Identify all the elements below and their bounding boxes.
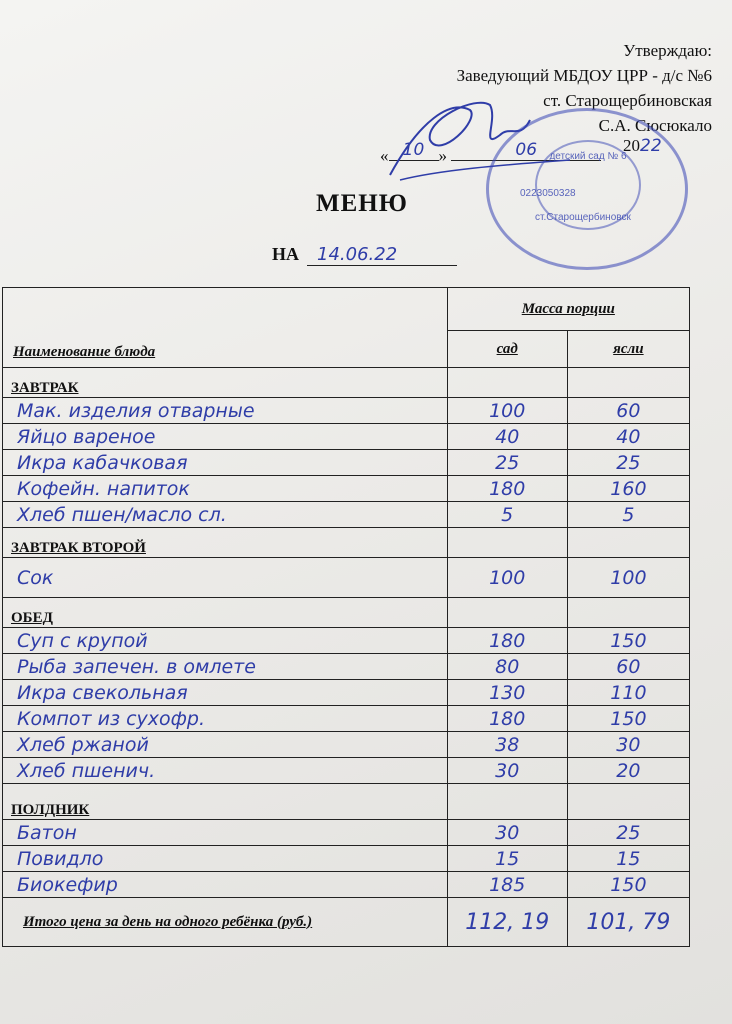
- portion-ysli: 110: [567, 680, 689, 706]
- dish-name: Икра свекольная: [3, 680, 448, 706]
- section-row: [3, 784, 690, 820]
- empty-cell: [447, 784, 567, 820]
- approver-name: С.А. Сюсюкало: [598, 116, 712, 135]
- portion-ysli: 30: [567, 732, 689, 758]
- portion-ysli: 150: [567, 628, 689, 654]
- menu-item-row: [3, 680, 690, 706]
- header-dish-name: Наименование блюда: [3, 288, 448, 368]
- portion-sad: 180: [447, 476, 567, 502]
- empty-cell: [447, 368, 567, 398]
- section-title: ЗАВТРАК: [3, 368, 448, 398]
- portion-sad: 15: [447, 846, 567, 872]
- header-sad: сад: [447, 331, 567, 368]
- portion-ysli: 60: [567, 398, 689, 424]
- dish-name: Суп с крупой: [3, 628, 448, 654]
- portion-ysli: 25: [567, 820, 689, 846]
- portion-sad: 185: [447, 872, 567, 898]
- stamp-center-text: детский сад № 6: [549, 151, 627, 162]
- stamp-place: ст.Старощербиновск: [535, 212, 631, 223]
- approval-year: 2022: [623, 136, 662, 156]
- approval-date: « 10 » 06: [380, 140, 601, 166]
- menu-item-row: [3, 820, 690, 846]
- menu-item-row: [3, 398, 690, 424]
- header-ysli: ясли: [567, 331, 689, 368]
- portion-ysli: 150: [567, 706, 689, 732]
- portion-ysli: 25: [567, 450, 689, 476]
- portion-ysli: 60: [567, 654, 689, 680]
- dish-name: Икра кабачковая: [3, 450, 448, 476]
- portion-ysli: 100: [567, 558, 689, 598]
- portion-sad: 180: [447, 706, 567, 732]
- portion-sad: 30: [447, 758, 567, 784]
- empty-cell: [447, 598, 567, 628]
- empty-cell: [447, 528, 567, 558]
- portion-ysli: 5: [567, 502, 689, 528]
- portion-ysli: 40: [567, 424, 689, 450]
- total-ysli: 101, 79: [567, 898, 689, 947]
- menu-item-row: [3, 558, 690, 598]
- dish-name: Биокефир: [3, 872, 448, 898]
- menu-item-row: [3, 758, 690, 784]
- menu-item-row: [3, 654, 690, 680]
- menu-date: [272, 244, 457, 266]
- header-portion-mass: Масса порции: [447, 288, 689, 331]
- empty-cell: [567, 598, 689, 628]
- section-row: [3, 598, 690, 628]
- menu-item-row: [3, 732, 690, 758]
- approval-month: 06: [451, 140, 601, 161]
- portion-sad: 5: [447, 502, 567, 528]
- total-label: Итого цена за день на одного ребёнка (руб.): [3, 898, 448, 947]
- approval-heading: Утверждаю:: [623, 41, 712, 60]
- menu-date-label: НА: [272, 244, 299, 264]
- portion-sad: 100: [447, 398, 567, 424]
- portion-sad: 80: [447, 654, 567, 680]
- menu-date-value: 14.06.22: [307, 244, 457, 266]
- menu-item-row: [3, 476, 690, 502]
- section-row: [3, 528, 690, 558]
- dish-name: Повидло: [3, 846, 448, 872]
- portion-sad: 180: [447, 628, 567, 654]
- menu-item-row: [3, 450, 690, 476]
- portion-sad: 40: [447, 424, 567, 450]
- menu-item-row: [3, 846, 690, 872]
- dish-name: Рыба запечен. в омлете: [3, 654, 448, 680]
- total-sad: 112, 19: [447, 898, 567, 947]
- portion-ysli: 15: [567, 846, 689, 872]
- section-title: ОБЕД: [3, 598, 448, 628]
- page-title: МЕНЮ: [316, 190, 408, 217]
- dish-name: Хлеб пшенич.: [3, 758, 448, 784]
- stamp-number: 0223050328: [520, 188, 576, 199]
- menu-item-row: [3, 872, 690, 898]
- menu-item-row: [3, 706, 690, 732]
- dish-name: Яйцо вареное: [3, 424, 448, 450]
- empty-cell: [567, 368, 689, 398]
- section-title: ЗАВТРАК ВТОРОЙ: [3, 528, 448, 558]
- dish-name: Компот из сухофр.: [3, 706, 448, 732]
- approver-location: ст. Старощербиновская: [543, 91, 712, 110]
- portion-ysli: 160: [567, 476, 689, 502]
- portion-sad: 30: [447, 820, 567, 846]
- dish-name: Мак. изделия отварные: [3, 398, 448, 424]
- menu-item-row: [3, 502, 690, 528]
- portion-ysli: 20: [567, 758, 689, 784]
- dish-name: Сок: [3, 558, 448, 598]
- empty-cell: [567, 528, 689, 558]
- dish-name: Хлеб пшен/масло сл.: [3, 502, 448, 528]
- portion-sad: 100: [447, 558, 567, 598]
- menu-table: [2, 287, 690, 947]
- portion-sad: 130: [447, 680, 567, 706]
- dish-name: Батон: [3, 820, 448, 846]
- total-row: [3, 898, 690, 947]
- menu-item-row: [3, 628, 690, 654]
- dish-name: Кофейн. напиток: [3, 476, 448, 502]
- menu-item-row: [3, 424, 690, 450]
- portion-ysli: 150: [567, 872, 689, 898]
- section-title: ПОЛДНИК: [3, 784, 448, 820]
- menu-body: [3, 368, 690, 898]
- empty-cell: [567, 784, 689, 820]
- approval-day: 10: [389, 140, 439, 161]
- approver-position: Заведующий МБДОУ ЦРР - д/с №6: [456, 66, 712, 85]
- portion-sad: 38: [447, 732, 567, 758]
- section-row: [3, 368, 690, 398]
- portion-sad: 25: [447, 450, 567, 476]
- dish-name: Хлеб ржаной: [3, 732, 448, 758]
